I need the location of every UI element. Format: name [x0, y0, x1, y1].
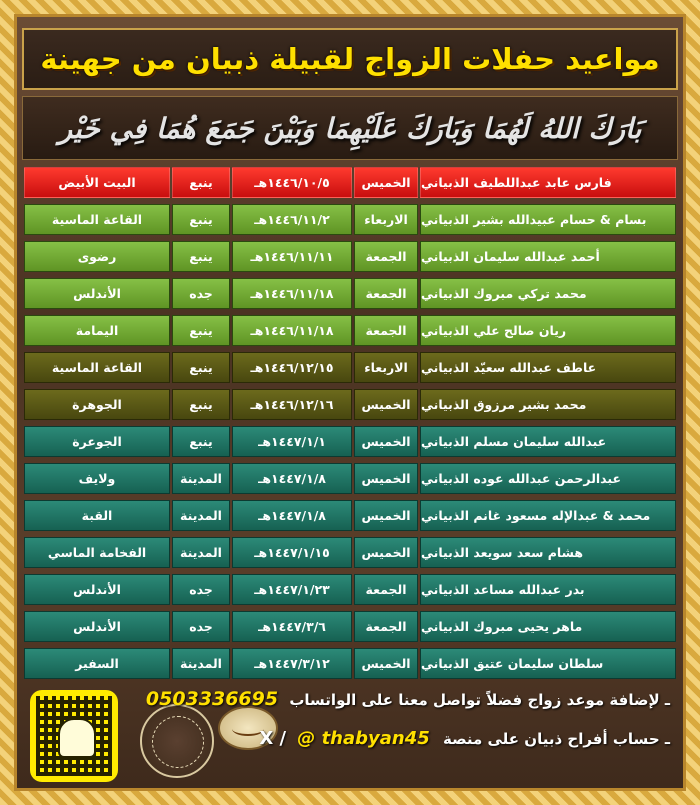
- row-city: المدينة: [172, 648, 230, 679]
- table-row: [24, 463, 676, 494]
- table-row: [24, 204, 676, 235]
- row-date: ١٤٤٧/١/٨هـ: [232, 500, 352, 531]
- row-city: جده: [172, 278, 230, 309]
- footer: [22, 688, 678, 788]
- row-city: جده: [172, 574, 230, 605]
- row-date: ١٤٤٧/٣/٦هـ: [232, 611, 352, 642]
- seal-emblem-icon: [140, 704, 214, 778]
- row-hall: ولايف: [24, 463, 170, 494]
- row-date: ١٤٤٧/٣/١٢هـ: [232, 648, 352, 679]
- contact-line: [146, 688, 670, 710]
- row-name: محمد & عبدالإله مسعود غانم الذبياني: [420, 500, 676, 531]
- row-day: الخميس: [354, 426, 418, 457]
- row-city: المدينة: [172, 463, 230, 494]
- row-hall: القاعة الماسية: [24, 204, 170, 235]
- row-day: الجمعة: [354, 315, 418, 346]
- row-day: الخميس: [354, 500, 418, 531]
- table-row: [24, 574, 676, 605]
- account-line: [253, 728, 670, 749]
- row-day: الجمعة: [354, 241, 418, 272]
- row-day: الاربعاء: [354, 352, 418, 383]
- row-name: سلطان سليمان عتيق الذبياني: [420, 648, 676, 679]
- row-date: ١٤٤٧/١/٢٣هـ: [232, 574, 352, 605]
- row-hall: رضوى: [24, 241, 170, 272]
- row-date: ١٤٤٦/١٢/١٥هـ: [232, 352, 352, 383]
- row-city: ينبع: [172, 204, 230, 235]
- row-hall: الجوهرة: [24, 389, 170, 420]
- whatsapp-phone[interactable]: 0503336695: [145, 688, 279, 710]
- row-date: ١٤٤٦/١١/١٨هـ: [232, 315, 352, 346]
- platform-label: X /: [259, 728, 287, 749]
- row-date: ١٤٤٦/١٠/٥هـ: [232, 167, 352, 198]
- row-hall: السفير: [24, 648, 170, 679]
- row-hall: الأندلس: [24, 574, 170, 605]
- row-day: الخميس: [354, 648, 418, 679]
- account-handle[interactable]: @ thabyan45: [297, 728, 430, 749]
- row-hall: القاعة الماسية: [24, 352, 170, 383]
- row-city: ينبع: [172, 315, 230, 346]
- table-row: [24, 648, 676, 679]
- row-name: فارس عابد عبداللطيف الذبياني: [420, 167, 676, 198]
- row-name: أحمد عبدالله سليمان الذبياني: [420, 241, 676, 272]
- table-row: [24, 278, 676, 309]
- account-text: ـ حساب أفراح ذبيان على منصة: [443, 730, 670, 748]
- row-day: الخميس: [354, 167, 418, 198]
- blessing-text: بَارَكَ اللهُ لَهُمَا وَبَارَكَ عَلَيْهِمَا وَبَيْنَ جَمَعَ هُمَا فِي خَيْر: [58, 111, 642, 145]
- table-row: [24, 500, 676, 531]
- page-title: مواعيد حفلات الزواج لقبيلة ذبيان من جهينة: [40, 42, 660, 76]
- table-row: [24, 241, 676, 272]
- row-day: الخميس: [354, 537, 418, 568]
- row-name: عبدالله سليمان مسلم الذبياني: [420, 426, 676, 457]
- row-day: الخميس: [354, 389, 418, 420]
- table-row: [24, 611, 676, 642]
- row-name: بدر عبدالله مساعد الذبياني: [420, 574, 676, 605]
- blessing-banner: [22, 96, 678, 160]
- snapchat-qr-icon[interactable]: [30, 690, 118, 782]
- row-hall: الفخامة الماسي: [24, 537, 170, 568]
- row-date: ١٤٤٧/١/٨هـ: [232, 463, 352, 494]
- table-row: [24, 315, 676, 346]
- table-row: [24, 426, 676, 457]
- row-day: الجمعة: [354, 611, 418, 642]
- row-hall: الجوعرة: [24, 426, 170, 457]
- row-city: ينبع: [172, 389, 230, 420]
- row-city: المدينة: [172, 537, 230, 568]
- row-hall: القبة: [24, 500, 170, 531]
- qr-code: [36, 696, 112, 776]
- row-date: ١٤٤٦/١١/١٨هـ: [232, 278, 352, 309]
- table-header-row: [24, 167, 676, 198]
- row-city: ينبع: [172, 352, 230, 383]
- table-row: [24, 537, 676, 568]
- row-day: الجمعة: [354, 574, 418, 605]
- row-city: المدينة: [172, 500, 230, 531]
- weddings-table: [24, 167, 676, 683]
- table-row: [24, 389, 676, 420]
- row-name: محمد تركي مبروك الذبياني: [420, 278, 676, 309]
- row-day: الخميس: [354, 463, 418, 494]
- row-city: ينبع: [172, 167, 230, 198]
- row-date: ١٤٤٦/١١/٢هـ: [232, 204, 352, 235]
- row-date: ١٤٤٦/١٢/١٦هـ: [232, 389, 352, 420]
- contact-text: ـ لإضافة موعد زواج فضلاً تواصل معنا على الواتساب: [289, 691, 670, 709]
- ghost-icon: [58, 718, 96, 758]
- row-city: ينبع: [172, 426, 230, 457]
- title-bar: [22, 28, 678, 90]
- row-hall: اليمامة: [24, 315, 170, 346]
- row-day: الاربعاء: [354, 204, 418, 235]
- row-name: هشام سعد سويعد الذبياني: [420, 537, 676, 568]
- table-row: [24, 352, 676, 383]
- row-hall: البيت الأبيض: [24, 167, 170, 198]
- row-date: ١٤٤٧/١/١هـ: [232, 426, 352, 457]
- row-city: ينبع: [172, 241, 230, 272]
- row-name: محمد بشير مرزوق الذبياني: [420, 389, 676, 420]
- row-hall: الأندلس: [24, 611, 170, 642]
- row-date: ١٤٤٦/١١/١١هـ: [232, 241, 352, 272]
- row-name: عبدالرحمن عبدالله عوده الذبياني: [420, 463, 676, 494]
- row-hall: الأندلس: [24, 278, 170, 309]
- row-date: ١٤٤٧/١/١٥هـ: [232, 537, 352, 568]
- row-day: الجمعة: [354, 278, 418, 309]
- row-city: جده: [172, 611, 230, 642]
- row-name: عاطف عبدالله سعيّد الذبياني: [420, 352, 676, 383]
- row-name: ريان صالح علي الذبياني: [420, 315, 676, 346]
- row-name: بسام & حسام عبيدالله بشير الذبياني: [420, 204, 676, 235]
- row-name: ماهر يحيى مبروك الذبياني: [420, 611, 676, 642]
